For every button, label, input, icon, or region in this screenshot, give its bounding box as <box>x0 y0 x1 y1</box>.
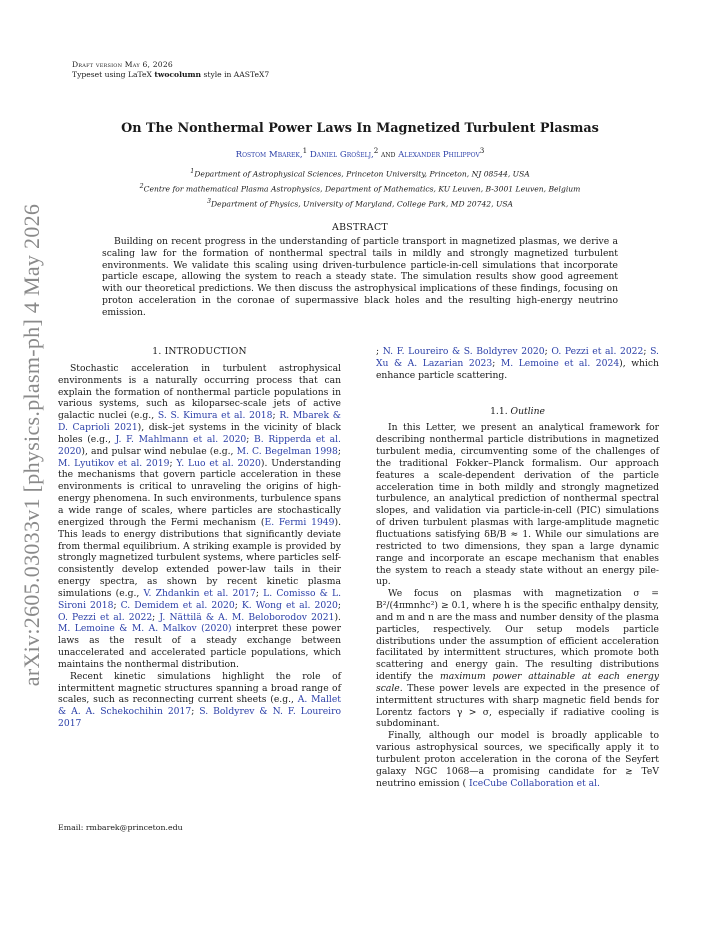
citation-link[interactable]: N. F. Loureiro & S. Boldyrev 2020 <box>382 346 545 357</box>
text-run: ; <box>643 346 651 357</box>
paper-title: On The Nonthermal Power Laws In Magnetized Turbulent Plasmas <box>121 121 599 136</box>
author-affil-sup: 1 <box>302 146 308 155</box>
citation-link[interactable]: V. Zhdankin et al. 2017 <box>143 587 256 599</box>
outline-paragraph-1: In this Letter, we present an analytical framework for describing nonthermal particle distributions in magnetized turbulent media, circumventing some of the challenges of the traditional Fokker–Planck formalism. Our approach features a scale-dependent derivation of the particle acceleration time in both mildly and strongly magnetized turbulence, an analytical prediction of nonthermal spectral slopes, and validation via particle-in-cell (PIC) simulations of driven turbulent plasmas with large-amplitude magnetic fluctuations satisfying δB/B ≈ 1. While our simulations are restricted to two dimensions, they span a large dynamic range and incorporate an escape mechanism that enables the system to reach a steady state without an energy pile-up. <box>376 422 659 588</box>
citation-link[interactable]: IceCube Collaboration et al. <box>469 777 600 789</box>
text-run: ; <box>272 410 280 422</box>
text-run: ; <box>152 611 160 623</box>
citation-link[interactable]: A. Mallet & A. A. Schekochihin 2017 <box>58 694 341 718</box>
author-list <box>72 146 648 160</box>
citation-link[interactable]: S. Xu & A. Lazarian 2023 <box>376 346 659 369</box>
subsection-number: 1.1. <box>490 405 508 417</box>
citation-link[interactable]: S. S. Kimura et al. 2018 <box>157 410 273 422</box>
citation-link[interactable]: E. Fermi 1949 <box>264 516 335 528</box>
citation-link[interactable]: Y. Luo et al. 2020 <box>176 457 261 469</box>
citation-link[interactable]: S. Boldyrev & N. F. Loureiro 2017 <box>58 706 341 730</box>
citation-link[interactable]: L. Comisso & L. Sironi 2018 <box>58 587 341 611</box>
intro-paragraph-2 <box>58 671 341 730</box>
outline-paragraph-3 <box>376 730 659 789</box>
email-footnote: Email: rmbarek@princeton.edu <box>58 823 183 832</box>
author-affil-sup: 3 <box>479 146 485 155</box>
author-philippov[interactable]: Alexander Philippov <box>398 149 480 160</box>
outline-paragraph-2 <box>376 588 659 730</box>
author-groselj[interactable]: Daniel Grošelj, <box>309 149 374 160</box>
affiliation-text: Department of Physics, University of Maryland, College Park, MD 20742, USA <box>210 199 514 209</box>
abstract-heading: ABSTRACT <box>332 222 388 233</box>
citation-link[interactable]: M. Lemoine & M. A. Malkov (2020) <box>58 623 232 635</box>
draft-version-label: Draft version May 6, 2026 <box>72 60 173 69</box>
text-run: ; <box>255 587 264 599</box>
subsection-title: Outline <box>510 405 545 417</box>
author-mbarek[interactable]: Rostom Mbarek, <box>235 149 303 160</box>
citation-link[interactable]: R. Mbarek & D. Caprioli 2021 <box>58 410 341 434</box>
affiliation-3 <box>72 196 648 211</box>
text-run: ), disk–jet systems in the vicinity of black holes (e.g., <box>58 422 342 445</box>
citation-link[interactable]: C. Demidem et al. 2020 <box>120 599 235 611</box>
arxiv-stamp <box>2 203 62 687</box>
text-run: ; <box>234 599 242 611</box>
arxiv-identifier: arXiv:2605.03033v1 [physics.plasm-ph] 4 May 2026 <box>19 203 44 687</box>
text-run: . These power levels are expected in the presence of intermittent structures with sharp magnetic field bends for Lorentz factors γ > σ, especially if radiative cooling is subdominant. <box>376 682 659 730</box>
section-heading-introduction: 1. INTRODUCTION <box>152 346 247 357</box>
affiliation-sup: 3 <box>206 198 211 206</box>
left-column <box>58 346 341 730</box>
text-run: ). Understanding the mechanisms that govern particle acceleration in these environments is critical to unraveling the origins of high-energy phenomena. In such environments, turbulence spans a wide range of scales, where particles are stochastically energized through the Fermi mechanism ( <box>58 457 341 528</box>
text-run: ; <box>492 357 501 369</box>
text-run: interpret these power laws as the result of a steady exchange between unaccelerated and accelerated particle populations, which maintains the nonthermal distribution. <box>58 623 341 670</box>
citation-link[interactable]: K. Wong et al. 2020 <box>241 599 338 611</box>
affiliation-sup: 1 <box>190 168 195 175</box>
text-run: ; <box>376 346 383 357</box>
text-run: Finally, although our model is broadly applicable to various astrophysical sources, we specifically apply it to turbulent proton acceleration in the corona of the Seyfert galaxy NGC 1068—a promising candidate for ≳ TeV neutrino emission ( <box>376 730 659 789</box>
author-affil-sup: 2 <box>373 146 379 155</box>
affiliation-2 <box>72 181 648 196</box>
citation-link[interactable]: J. F. Mahlmann et al. 2020 <box>115 433 247 445</box>
text-run: ), which enhance particle scattering. <box>376 357 659 381</box>
author-conjunction: and <box>378 149 399 160</box>
citation-link[interactable]: J. Nättilä & A. M. Beloborodov 2021 <box>159 611 335 623</box>
text-run: ; <box>337 445 341 457</box>
text-run: ; <box>337 599 341 611</box>
citation-link[interactable]: O. Pezzi et al. 2022 <box>551 346 644 357</box>
citation-link[interactable]: O. Pezzi et al. 2022 <box>58 611 153 623</box>
text-run: ; <box>191 706 200 718</box>
citation-link[interactable]: M. C. Begelman 1998 <box>236 445 338 457</box>
text-run: ; <box>544 346 552 357</box>
text-run: We focus on plasmas with magnetization σ = B²/(4πmnhc²) ≥ 0.1, where h is the specific enthalpy density, and m and n are the mass and number density of the plasma particles, respectively. Our setup models particle distributions under the assumption of efficient acceleration facilitated by intermittent structures, which promote both scattering and energy gain. The resulting distributions identify the <box>376 588 659 683</box>
subsection-heading-outline <box>376 406 659 418</box>
abstract-body: Building on recent progress in the understanding of particle transport in magnetized plasmas, we derive a scaling law for the formation of nonthermal spectral tails in mildly and strongly magnetized turbulent environments. We validate this scaling using driven-turbulence particle-in-cell simulations that incorporate particle escape, allowing the system to reach a steady state. The simulation results show good agreement with our theoretical predictions. We then discuss the astrophysical implications of these findings, focusing on proton acceleration in the coronae of supermassive black holes and the resulting high-energy neutrino emission. <box>102 236 618 318</box>
affiliation-text: Department of Astrophysical Sciences, Princeton University, Princeton, NJ 08544, USA <box>194 169 530 179</box>
typeset-note <box>72 70 269 80</box>
intro-paragraph-2-continued <box>376 346 659 382</box>
text-run: Stochastic acceleration in turbulent astrophysical environments is a naturally occurring process that can explain the formation of nonthermal particle populations in various systems, such as kiloparsec-scale jets of active galactic nuclei (e.g., <box>58 362 341 422</box>
text-run: ; <box>113 599 121 611</box>
citation-link[interactable]: M. Lemoine et al. 2024 <box>500 357 620 369</box>
citation-link[interactable]: M. Lyutikov et al. 2019 <box>58 457 170 469</box>
affiliation-sup: 2 <box>139 183 144 191</box>
affiliation-1 <box>72 166 648 181</box>
text-run: ), and pulsar wind nebulae (e.g., <box>81 445 237 457</box>
typeset-prefix: Typeset using LaTeX <box>72 70 155 79</box>
text-run: ; <box>169 457 177 469</box>
text-run: ; <box>246 433 255 445</box>
intro-paragraph-1 <box>58 363 341 671</box>
text-run: ). <box>334 611 341 623</box>
emphasis-text: maximum power attainable at each energy scale <box>376 671 659 694</box>
preprint-header-note <box>72 60 269 80</box>
typeset-suffix: style in AASTeX7 <box>201 70 270 79</box>
affiliation-text: Centre for mathematical Plasma Astrophysics, Department of Mathematics, KU Leuven, B-3001 Leuven, Belgium <box>143 184 581 194</box>
citation-link[interactable]: B. Ripperda et al. 2020 <box>58 433 341 457</box>
affiliations <box>72 166 648 211</box>
typeset-style: twocolumn <box>154 70 202 79</box>
text-run: ). This leads to energy distributions that significantly deviate from thermal equilibrium. A striking example is provided by strongly magnetized turbulent systems, where particles self-consistently develop extended power-law tails in their energy spectra, as shown by recent kinetic plasma simulations (e.g., <box>58 516 342 599</box>
right-column <box>376 346 659 790</box>
text-run: Recent kinetic simulations highlight the role of intermittent magnetic structures spanning a broad range of scales, such as reconnecting current sheets (e.g., <box>58 670 341 706</box>
